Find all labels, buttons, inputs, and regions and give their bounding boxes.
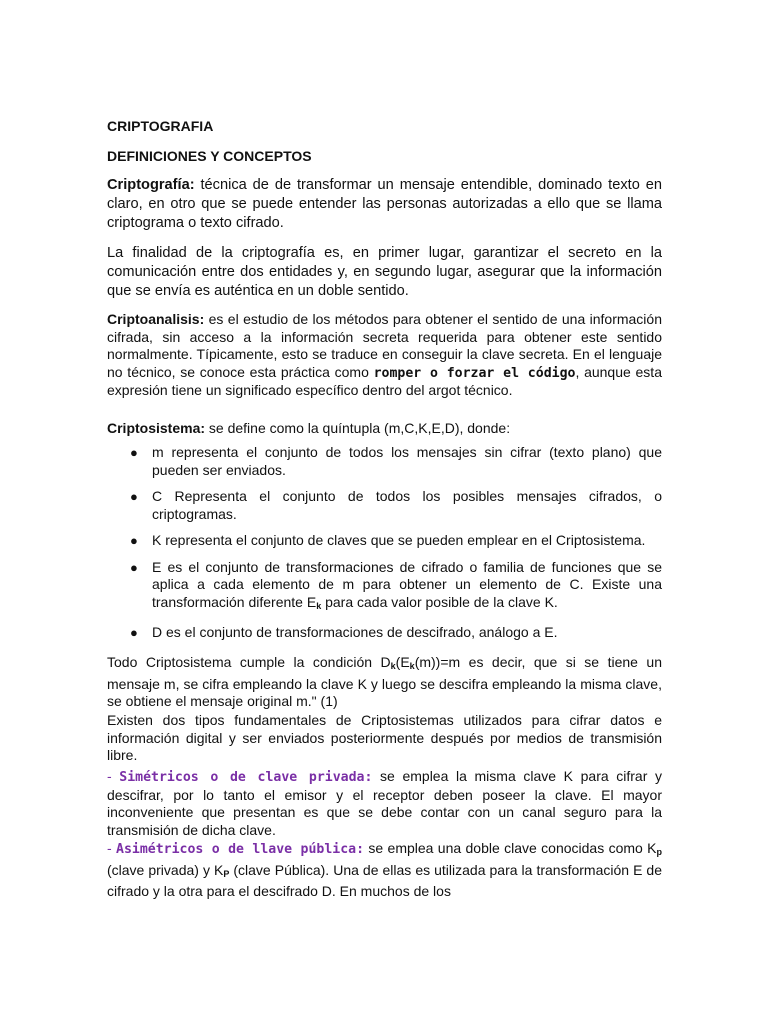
list-item-text: E es el conjunto de transformaciones de cifrado o familia de funciones que se aplica a cada elemento de m para obtener un elemento de C. Existe una transformación diferente E — [152, 558, 662, 610]
paragraph-tipos: Existen dos tipos fundamentales de Criptosistemas utilizados para cifrar datos e información digital y ser enviados posteriormente después por medios de transmisión libre. — [107, 712, 662, 763]
paragraph-criptoanalisis — [107, 311, 662, 400]
paragraph-asimetricos — [107, 840, 662, 901]
term-criptografia: Criptografía: — [107, 177, 195, 193]
paragraph-text: (m))=m es decir, que si se tiene un mensaje m, se cifra empleando la clave K y luego se descifra empleando la misma clave, se obtiene el mensaje original m." (1) — [107, 654, 662, 709]
term-asimetricos: Asimétricos o de llave pública: — [116, 842, 365, 857]
paragraph-text: Todo Criptosistema cumple la condición D — [107, 654, 391, 670]
paragraph-text: se emplea una doble clave conocidas como K — [364, 840, 657, 856]
term-simetricos: Simétricos o de clave privada: — [119, 770, 373, 785]
dash: - — [107, 768, 120, 784]
document-title: CRIPTOGRAFIA — [107, 118, 214, 134]
bullet-icon: ● — [130, 533, 138, 548]
criptosistema-list — [107, 444, 662, 642]
paragraph-text: (clave privada) y K — [107, 861, 224, 878]
subscript: k — [409, 661, 415, 671]
section-heading: DEFINICIONES Y CONCEPTOS — [107, 148, 312, 164]
list-item-text: C Representa el conjunto de todos los posibles mensajes cifrados, o criptogramas. — [152, 488, 662, 522]
paragraph-simetricos — [107, 768, 662, 839]
bullet-icon: ● — [130, 625, 138, 640]
dash: - — [107, 840, 117, 856]
paragraph-text: (E — [395, 654, 410, 670]
list-item-text: para cada valor posible de la clave K. — [321, 593, 558, 610]
list-item — [107, 559, 662, 616]
list-item-text: K representa el conjunto de claves que se pueden emplear en el Criptosistema. — [152, 532, 646, 548]
paragraph-criptografia — [107, 176, 662, 233]
subscript: p — [656, 847, 662, 857]
paragraph-finalidad: La finalidad de la criptografía es, en primer lugar, garantizar el secreto en la comunicación entre dos entidades y, en segundo lugar, asegurar que la información que se envía es auténtica en un doble sentido. — [107, 245, 662, 299]
paragraph-text: se emplea la misma clave K para cifrar y descifrar, por lo tanto el emisor y el receptor deben poseer la clave. El mayor inconveniente que presentan es que se debe contar con un canal seguro para la transmisión de dicha clave. — [107, 768, 662, 838]
bullet-icon: ● — [130, 559, 138, 575]
term-criptosistema: Criptosistema: — [107, 420, 206, 436]
subscript: k — [316, 600, 322, 611]
subscript: P — [223, 868, 230, 879]
emphasis-romper: romper o forzar el código — [373, 365, 576, 381]
paragraph-text: , aunque esta expresión tiene un significado específico dentro del argot técnico. — [107, 363, 662, 398]
paragraph-condicion — [107, 654, 662, 711]
list-item — [107, 532, 662, 550]
paragraph-text: se define como la quíntupla (m,C,K,E,D), donde: — [205, 420, 511, 436]
bullet-icon: ● — [130, 489, 138, 504]
list-item — [107, 444, 662, 479]
list-item-text: D es el conjunto de transformaciones de descifrado, análogo a E. — [152, 624, 558, 640]
term-criptoanalisis: Criptoanalisis: — [107, 311, 205, 327]
bullet-icon: ● — [130, 445, 138, 460]
list-item — [107, 624, 662, 642]
paragraph-text: técnica de de transformar un mensaje entendible, dominado texto en claro, en otro que se puede entender las personas autorizadas a ello que se llama criptograma o texto cifrado. — [107, 177, 662, 231]
list-item-text: m representa el conjunto de todos los mensajes sin cifrar (texto plano) que pueden ser enviados. — [152, 444, 662, 478]
subscript: k — [390, 661, 396, 671]
paragraph-criptosistema — [107, 420, 662, 438]
paragraph-text: es el estudio de los métodos para obtener el sentido de una información cifrada, sin acceso a la información secreta requerida para obtener este sentido normalmente. Típicamente, esto se traduce en conseguir la clave secreta. En el lenguaje no técnico, se conoce esta práctica como — [107, 311, 662, 380]
paragraph-text: (clave Pública). Una de ellas es utilizada para la transformación E de cifrado y la otra para el descifrado D. En muchos de los — [107, 861, 663, 899]
list-item — [107, 488, 662, 523]
